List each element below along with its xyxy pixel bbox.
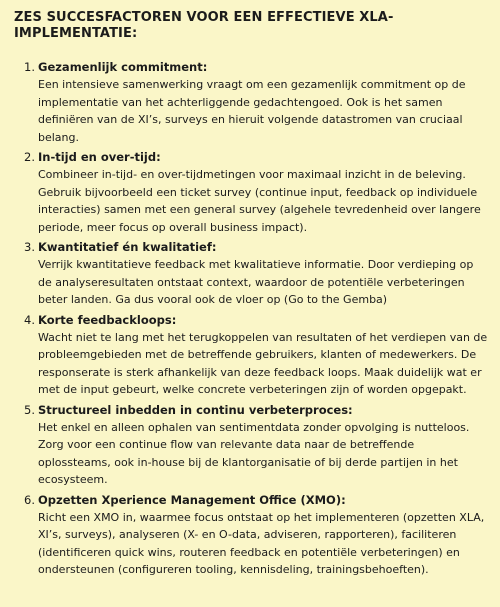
list-item-kwantitatief-en-kwalitatief (14, 238, 488, 309)
list-item-heading: Structureel inbedden in continu verbeterproces: (38, 402, 353, 417)
list-item-number: 6. (24, 492, 35, 507)
list-item-korte-feedbackloops (14, 311, 488, 399)
list-item-text: Een intensieve samenwerking vraagt om een gezamenlijk commitment op de implementatie van het achterliggende gedachtengoed. Ook is het samen definiëren van de XI’s, surveys en hieruit volgende datastromen van cruciaal belang. (38, 78, 466, 144)
list-item-text: Richt een XMO in, waarmee focus ontstaat op het implementeren (opzetten XLA, XI’s, surveys), analyseren (X- en O-data, adviseren, rapporteren), faciliteren (identificeren quick wins, routeren feedback en potentiële verbeteringen) en ondersteunen (configureren tooling, kennisdeling, trainingsbehoeften). (38, 510, 485, 576)
list-item-number: 4. (24, 312, 35, 327)
page-title: ZES SUCCESFACTOREN VOOR EEN EFFECTIEVE XLA-IMPLEMENTATIE: (14, 10, 394, 41)
list-item-opzetten-xmo (14, 491, 488, 579)
list-item-number: 3. (24, 240, 35, 254)
list-item-structureel-inbedden (14, 401, 488, 489)
list-item-heading: Gezamenlijk commitment: (38, 60, 208, 74)
success-factor-list (14, 58, 488, 579)
list-item-text: Verrijk kwantitatieve feedback met kwalitatieve informatie. Door verdieping op de analyseresultaten ontstaat context, waardoor de potentiële verbeteringen beter landen. Ga dus vooral ook de vloer op (Go to the Gemba) (38, 258, 474, 306)
list-item-text: Combineer in-tijd- en over-tijdmetingen voor maximaal inzicht in de beleving. Gebruik bijvoorbeeld een ticket survey (continue input, feedback op individuele interacties) samen met een general survey (algehele tevredenheid over langere periode, meer focus op overall business impact). (38, 168, 481, 234)
list-item-text: Wacht niet te lang met het terugkoppelen van resultaten of het verdiepen van de probleemgebieden met de betreffende gebruikers, klanten of medewerkers. De responserate is sterk afhankelijk van deze feedback loops. Maak duidelijk wat er met de input gebeurt, welke concrete verbeteringen zijn of worden opgepakt. (38, 330, 488, 396)
list-item-text: Het enkel en alleen ophalen van sentimentdata zonder opvolging is nutteloos. Zorg voor een continue flow van relevante data naar de betreffende oplossteams, ook in-house bij de klantorganisatie of bij derde partijen in het ecosysteem. (38, 420, 470, 486)
list-item-gezamenlijk-commitment (14, 58, 488, 146)
list-item-number: 2. (24, 150, 35, 164)
list-item-heading: Opzetten Xperience Management Office (XMO): (38, 492, 346, 507)
list-item-heading: Korte feedbackloops: (38, 312, 177, 327)
list-item-number: 1. (24, 60, 35, 74)
list-item-heading: Kwantitatief én kwalitatief: (38, 240, 217, 254)
list-item-heading: In-tijd en over-tijd: (38, 150, 161, 164)
list-item-number: 5. (24, 402, 35, 417)
list-item-in-tijd-en-over-tijd (14, 148, 488, 236)
